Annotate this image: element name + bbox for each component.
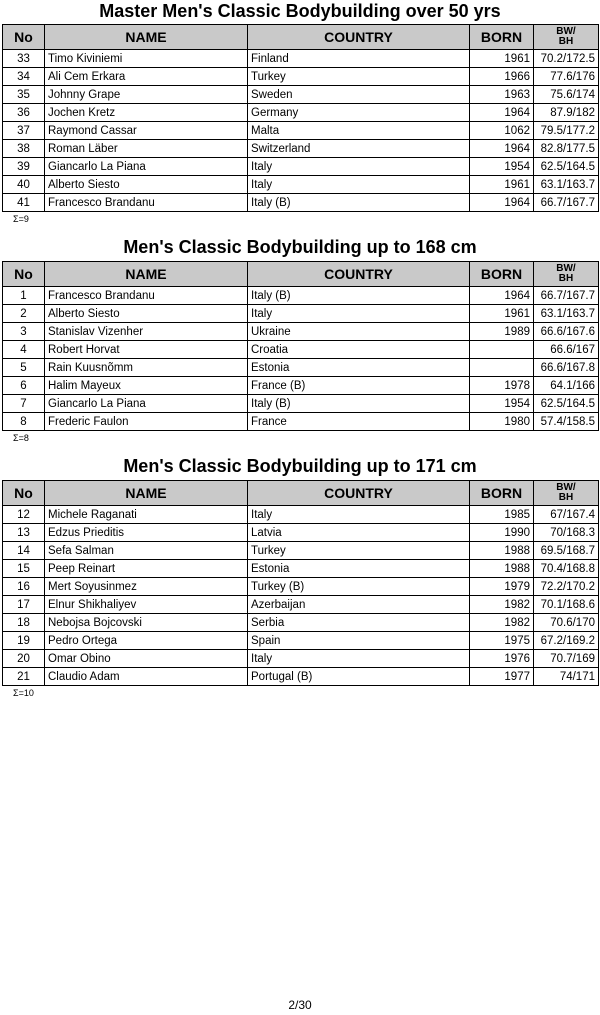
cell-bwbh: 66.6/167 — [534, 341, 599, 359]
cell-no: 13 — [3, 524, 45, 542]
cell-country: France — [248, 413, 470, 431]
cell-country: Italy — [248, 506, 470, 524]
table-row — [3, 668, 599, 686]
table-row — [3, 614, 599, 632]
cell-no: 18 — [3, 614, 45, 632]
cell-bwbh: 62.5/164.5 — [534, 395, 599, 413]
bwbh-header-line1: BW/ — [556, 26, 576, 37]
section-title — [0, 455, 600, 477]
results-table — [2, 261, 599, 431]
cell-no: 2 — [3, 305, 45, 323]
cell-born: 1980 — [470, 413, 534, 431]
cell-country: Italy (B) — [248, 287, 470, 305]
cell-born: 1961 — [470, 305, 534, 323]
cell-country: Estonia — [248, 560, 470, 578]
cell-name: Roman Läber — [45, 140, 248, 158]
cell-born: 1989 — [470, 323, 534, 341]
col-header-name: NAME — [45, 481, 248, 506]
table-row — [3, 158, 599, 176]
cell-country: Italy — [248, 176, 470, 194]
cell-country: Italy — [248, 305, 470, 323]
cell-no: 38 — [3, 140, 45, 158]
results-table — [2, 480, 599, 686]
cell-country: Switzerland — [248, 140, 470, 158]
col-header-no: No — [3, 25, 45, 50]
col-header-no: No — [3, 481, 45, 506]
cell-no: 36 — [3, 104, 45, 122]
cell-name: Stanislav Vizenher — [45, 323, 248, 341]
cell-no: 20 — [3, 650, 45, 668]
cell-name: Claudio Adam — [45, 668, 248, 686]
cell-name: Johnny Grape — [45, 86, 248, 104]
col-header-born: BORN — [470, 25, 534, 50]
cell-name: Elnur Shikhaliyev — [45, 596, 248, 614]
cell-no: 16 — [3, 578, 45, 596]
cell-bwbh: 74/171 — [534, 668, 599, 686]
cell-bwbh: 70/168.3 — [534, 524, 599, 542]
cell-bwbh: 67.2/169.2 — [534, 632, 599, 650]
table-row — [3, 122, 599, 140]
cell-name: Pedro Ortega — [45, 632, 248, 650]
cell-name: Edzus Prieditis — [45, 524, 248, 542]
cell-no: 19 — [3, 632, 45, 650]
table-row — [3, 413, 599, 431]
section-heading: Master Men's Classic Bodybuilding over 50 yrs — [99, 1, 501, 21]
cell-name: Halim Mayeux — [45, 377, 248, 395]
col-header-country: COUNTRY — [248, 262, 470, 287]
cell-country: Italy — [248, 158, 470, 176]
col-header-bwbh — [534, 481, 599, 506]
cell-country: Spain — [248, 632, 470, 650]
cell-born: 1976 — [470, 650, 534, 668]
cell-born: 1978 — [470, 377, 534, 395]
table-row — [3, 578, 599, 596]
cell-born: 1964 — [470, 287, 534, 305]
cell-name: Giancarlo La Piana — [45, 395, 248, 413]
cell-name: Peep Reinart — [45, 560, 248, 578]
cell-no: 33 — [3, 50, 45, 68]
table-row — [3, 542, 599, 560]
cell-name: Francesco Brandanu — [45, 194, 248, 212]
cell-born: 1979 — [470, 578, 534, 596]
cell-name: Ali Cem Erkara — [45, 68, 248, 86]
cell-bwbh: 70.2/172.5 — [534, 50, 599, 68]
cell-born: 1964 — [470, 104, 534, 122]
col-header-no: No — [3, 262, 45, 287]
cell-bwbh: 77.6/176 — [534, 68, 599, 86]
cell-born: 1977 — [470, 668, 534, 686]
cell-bwbh: 63.1/163.7 — [534, 305, 599, 323]
cell-no: 40 — [3, 176, 45, 194]
page-number: 2/30 — [288, 998, 312, 1012]
entry-count: Σ=8 — [13, 433, 29, 443]
table-row — [3, 341, 599, 359]
cell-born: 1961 — [470, 50, 534, 68]
cell-bwbh: 66.6/167.6 — [534, 323, 599, 341]
cell-no: 41 — [3, 194, 45, 212]
cell-bwbh: 70.4/168.8 — [534, 560, 599, 578]
cell-born: 1985 — [470, 506, 534, 524]
table-row — [3, 140, 599, 158]
cell-country: Turkey — [248, 68, 470, 86]
col-header-bwbh — [534, 25, 599, 50]
cell-name: Omar Obino — [45, 650, 248, 668]
cell-born: 1982 — [470, 596, 534, 614]
cell-no: 5 — [3, 359, 45, 377]
cell-no: 17 — [3, 596, 45, 614]
section-heading: Men's Classic Bodybuilding up to 171 cm — [123, 456, 477, 476]
cell-born: 1975 — [470, 632, 534, 650]
cell-country: Germany — [248, 104, 470, 122]
cell-bwbh: 66.7/167.7 — [534, 194, 599, 212]
cell-born — [470, 359, 534, 377]
cell-bwbh: 79.5/177.2 — [534, 122, 599, 140]
cell-country: Latvia — [248, 524, 470, 542]
cell-born — [470, 341, 534, 359]
cell-bwbh: 69.5/168.7 — [534, 542, 599, 560]
cell-no: 7 — [3, 395, 45, 413]
section-heading: Men's Classic Bodybuilding up to 168 cm — [123, 237, 477, 257]
cell-born: 1961 — [470, 176, 534, 194]
cell-name: Alberto Siesto — [45, 305, 248, 323]
cell-no: 39 — [3, 158, 45, 176]
cell-country: Turkey (B) — [248, 578, 470, 596]
cell-born: 1964 — [470, 194, 534, 212]
cell-country: France (B) — [248, 377, 470, 395]
cell-bwbh: 72.2/170.2 — [534, 578, 599, 596]
col-header-country: COUNTRY — [248, 481, 470, 506]
bwbh-header-line2: BH — [558, 36, 574, 47]
cell-no: 37 — [3, 122, 45, 140]
cell-name: Nebojsa Bojcovski — [45, 614, 248, 632]
cell-bwbh: 62.5/164.5 — [534, 158, 599, 176]
cell-name: Timo Kiviniemi — [45, 50, 248, 68]
cell-name: Rain Kuusnõmm — [45, 359, 248, 377]
cell-bwbh: 63.1/163.7 — [534, 176, 599, 194]
cell-name: Giancarlo La Piana — [45, 158, 248, 176]
cell-born: 1966 — [470, 68, 534, 86]
table-row — [3, 359, 599, 377]
cell-country: Croatia — [248, 341, 470, 359]
cell-name: Michele Raganati — [45, 506, 248, 524]
table-row — [3, 287, 599, 305]
table-header-row — [3, 25, 599, 50]
cell-country: Italy (B) — [248, 194, 470, 212]
table-row — [3, 560, 599, 578]
cell-name: Jochen Kretz — [45, 104, 248, 122]
cell-country: Sweden — [248, 86, 470, 104]
cell-bwbh: 70.1/168.6 — [534, 596, 599, 614]
cell-no: 14 — [3, 542, 45, 560]
cell-born: 1982 — [470, 614, 534, 632]
table-row — [3, 632, 599, 650]
cell-no: 12 — [3, 506, 45, 524]
cell-bwbh: 70.7/169 — [534, 650, 599, 668]
table-row — [3, 377, 599, 395]
table-row — [3, 596, 599, 614]
table-row — [3, 650, 599, 668]
cell-born: 1954 — [470, 158, 534, 176]
cell-bwbh: 66.7/167.7 — [534, 287, 599, 305]
col-header-born: BORN — [470, 481, 534, 506]
cell-no: 8 — [3, 413, 45, 431]
bwbh-header-line1: BW/ — [556, 263, 576, 274]
table-row — [3, 323, 599, 341]
cell-bwbh: 66.6/167.8 — [534, 359, 599, 377]
table-header-row — [3, 262, 599, 287]
table-row — [3, 176, 599, 194]
cell-name: Francesco Brandanu — [45, 287, 248, 305]
col-header-born: BORN — [470, 262, 534, 287]
cell-bwbh: 75.6/174 — [534, 86, 599, 104]
bwbh-header-line2: BH — [558, 273, 574, 284]
cell-name: Alberto Siesto — [45, 176, 248, 194]
cell-no: 3 — [3, 323, 45, 341]
cell-bwbh: 87.9/182 — [534, 104, 599, 122]
cell-born: 1988 — [470, 542, 534, 560]
col-header-bwbh — [534, 262, 599, 287]
cell-country: Serbia — [248, 614, 470, 632]
cell-no: 15 — [3, 560, 45, 578]
cell-bwbh: 70.6/170 — [534, 614, 599, 632]
cell-name: Frederic Faulon — [45, 413, 248, 431]
col-header-country: COUNTRY — [248, 25, 470, 50]
bwbh-header-line1: BW/ — [556, 482, 576, 493]
cell-no: 4 — [3, 341, 45, 359]
cell-born: 1062 — [470, 122, 534, 140]
cell-bwbh: 57.4/158.5 — [534, 413, 599, 431]
cell-country: Italy — [248, 650, 470, 668]
cell-country: Italy (B) — [248, 395, 470, 413]
table-row — [3, 524, 599, 542]
table-row — [3, 68, 599, 86]
cell-country: Azerbaijan — [248, 596, 470, 614]
section-title — [0, 0, 600, 22]
table-row — [3, 395, 599, 413]
table-row — [3, 50, 599, 68]
cell-born: 1963 — [470, 86, 534, 104]
col-header-name: NAME — [45, 262, 248, 287]
cell-no: 1 — [3, 287, 45, 305]
cell-name: Sefa Salman — [45, 542, 248, 560]
bwbh-header-line2: BH — [558, 492, 574, 503]
table-row — [3, 305, 599, 323]
cell-country: Turkey — [248, 542, 470, 560]
cell-country: Estonia — [248, 359, 470, 377]
section-title — [0, 236, 600, 258]
cell-name: Mert Soyusinmez — [45, 578, 248, 596]
cell-name: Raymond Cassar — [45, 122, 248, 140]
cell-no: 34 — [3, 68, 45, 86]
table-row — [3, 104, 599, 122]
cell-no: 35 — [3, 86, 45, 104]
cell-bwbh: 82.8/177.5 — [534, 140, 599, 158]
cell-country: Portugal (B) — [248, 668, 470, 686]
entry-count: Σ=10 — [13, 688, 34, 698]
entry-count: Σ=9 — [13, 214, 29, 224]
cell-country: Malta — [248, 122, 470, 140]
table-row — [3, 86, 599, 104]
cell-country: Ukraine — [248, 323, 470, 341]
cell-born: 1990 — [470, 524, 534, 542]
cell-no: 21 — [3, 668, 45, 686]
col-header-name: NAME — [45, 25, 248, 50]
cell-bwbh: 67/167.4 — [534, 506, 599, 524]
cell-name: Robert Horvat — [45, 341, 248, 359]
cell-born: 1954 — [470, 395, 534, 413]
cell-born: 1964 — [470, 140, 534, 158]
cell-no: 6 — [3, 377, 45, 395]
table-header-row — [3, 481, 599, 506]
table-row — [3, 194, 599, 212]
cell-born: 1988 — [470, 560, 534, 578]
cell-bwbh: 64.1/166 — [534, 377, 599, 395]
results-table — [2, 24, 599, 212]
cell-country: Finland — [248, 50, 470, 68]
table-row — [3, 506, 599, 524]
